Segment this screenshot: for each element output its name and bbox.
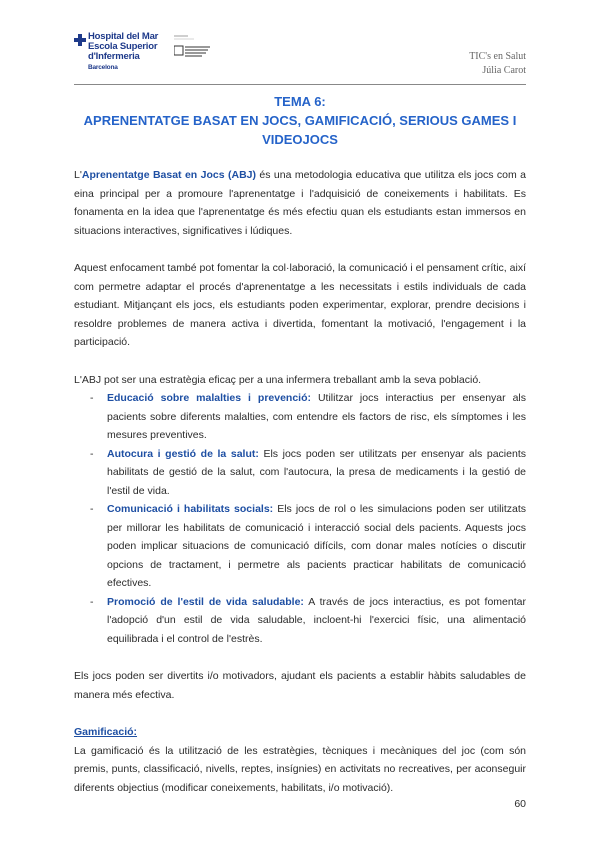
secondary-logo [174, 34, 214, 64]
dash: - [90, 447, 94, 460]
logo-line-1: Hospital del Mar [88, 31, 159, 42]
hospital-del-mar-logo [74, 30, 174, 76]
uses-list [74, 389, 526, 648]
page-header [74, 30, 526, 82]
list-item-label: Promoció de l'estil de vida saludable: [107, 595, 304, 608]
list-item-text: Els jocs de rol o les simulacions poden ser utilitzats per millorar les habilitats de comunicació i interacció social dels pacients. Aquests jocs poden implicar situacions de comunicació difícils, com donar males notícies o discutir opcions de tractament, i permetre als pacients practicar habilitats de comunicació efectives. [107, 503, 527, 589]
dash: - [90, 392, 94, 404]
abj-term: Aprenentatge Basat en Jocs (ABJ) [81, 169, 256, 181]
title-line-1: TEMA 6: [274, 94, 326, 109]
p1-post: és una metodologia educativa que utilitza els jocs com a eina principal per a promoure l'aprenentatge i l'adquisició de coneixements i habilitats. Es fonamenta en la idea que l'aprenentatge és més efectiu quan els estudiants estan immersos en situacions interactives, significatives i lúdiques. [74, 169, 526, 237]
list-item [74, 445, 526, 501]
document-body [74, 166, 526, 797]
paragraph-approach: Aquest enfocament també pot fomentar la col·laboració, la comunicació i el pensament crític, així com permetre adaptar el procés d'aprenentatge a les necessitats i estils individuals de cada estudiant. Mitjançant els jocs, els estudiants poden experimentar, explorar, prendre decisions i resoldre problemes de manera activa i divertida, fomentant la motivació, l'engagement i la participació. [74, 262, 526, 348]
logo-line-2: Escola Superior [88, 41, 158, 52]
secondary-logo-icon [174, 34, 214, 64]
author-name: Júlia Carot [482, 65, 526, 76]
dash: - [90, 595, 94, 608]
logo-line-3: d'Infermeria [88, 51, 140, 62]
list-item-text: Els jocs poden ser utilitzats per ensenyar als pacients habilitats de gestió de la salut, com l'autocura, la presa de medicaments i la gestió de l'estil de vida. [107, 447, 526, 497]
list-item [74, 593, 526, 649]
list-item-label: Autocura i gestió de la salut: [107, 447, 259, 460]
cross-icon [74, 34, 86, 46]
course-name: TIC's en Salut [469, 51, 526, 62]
list-item-label: Educació sobre malalties i prevenció: [107, 392, 312, 404]
paragraph-gamification: La gamificació és la utilització de les estratègies, tècniques i mecàniques del joc (com són premis, punts, classificació, nivells, reptes, insígnies) en activitats no recreatives, per aconseguir diferents objectius (modificar coneixements, habilitats, i/o motivació). [74, 744, 526, 794]
paragraph-abj-intro [74, 166, 526, 240]
header-right [469, 50, 526, 78]
header-divider [74, 84, 526, 85]
page-number: 60 [514, 798, 526, 810]
paragraph-strategy: L'ABJ pot ser una estratègia eficaç per a una infermera treballant amb la seva població. [74, 373, 482, 386]
list-item-label: Comunicació i habilitats socials: [107, 503, 274, 515]
list-item [74, 500, 526, 593]
list-item-text: Utilitzar jocs interactius per ensenyar als pacients sobre diferents malalties, com entendre els factors de risc, els símptomes i les mesures preventives. [107, 392, 527, 441]
logo-line-4: Barcelona [88, 64, 118, 71]
p1-pre: L' [74, 169, 82, 181]
title-line-2: APRENENTATGE BASAT EN JOCS, GAMIFICACIÓ, SERIOUS GAMES I VIDEOJOCS [83, 113, 517, 147]
paragraph-motivation: Els jocs poden ser divertits i/o motivadors, ajudant els pacients a establir hàbits saludables de manera més efectiva. [74, 670, 526, 701]
list-item-text: A través de jocs interactius, es pot fomentar l'adopció d'un estil de vida saludable, incloent-hi l'exercici físic, una alimentació equilibrada i el control de l'estrès. [107, 595, 526, 645]
list-item [74, 389, 526, 445]
page-title [74, 92, 526, 149]
dash: - [90, 503, 94, 515]
gamification-heading: Gamificació: [74, 726, 138, 738]
